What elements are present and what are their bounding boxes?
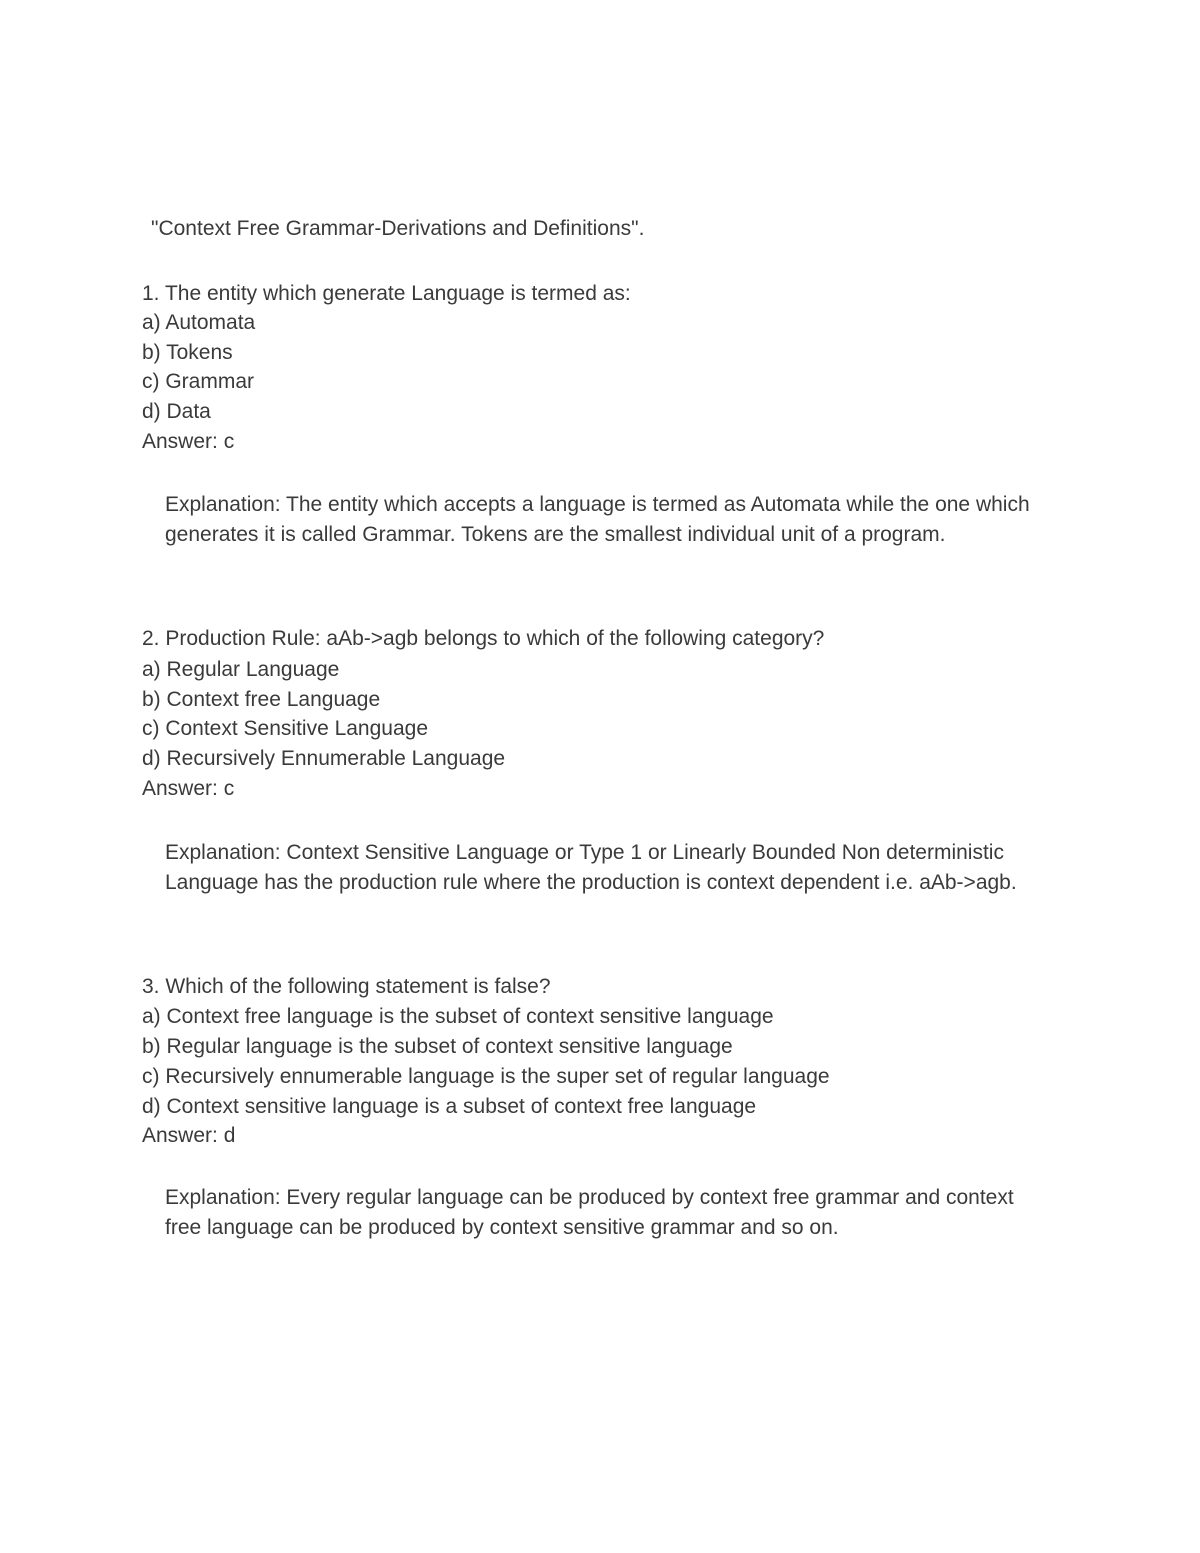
q1-option-b: b) Tokens: [142, 341, 233, 364]
question-3: 3. Which of the following statement is false?: [142, 975, 551, 998]
q2-explanation: Explanation: Context Sensitive Language or Type 1 or Linearly Bounded Non deterministic Language has the production rule where the production is context dependent i.e. aAb->agb.: [165, 841, 1017, 894]
q2-option-d: d) Recursively Ennumerable Language: [142, 747, 506, 770]
q1-option-d: d) Data: [142, 400, 211, 423]
q2-answer: Answer: c: [142, 777, 235, 800]
q3-option-c: c) Recursively ennumerable language is the super set of regular language: [142, 1065, 830, 1088]
document-title: "Context Free Grammar-Derivations and Definitions".: [151, 217, 645, 240]
q1-option-a: a) Automata: [142, 311, 256, 334]
q2-option-a: a) Regular Language: [142, 658, 340, 681]
question-1: 1. The entity which generate Language is termed as:: [142, 282, 631, 305]
q1-option-c: c) Grammar: [142, 370, 254, 393]
q3-option-a: a) Context free language is the subset of context sensitive language: [142, 1005, 774, 1028]
question-2: 2. Production Rule: aAb->agb belongs to which of the following category?: [142, 627, 825, 650]
q2-option-b: b) Context free Language: [142, 688, 381, 711]
q2-option-c: c) Context Sensitive Language: [142, 717, 429, 740]
q3-explanation: Explanation: Every regular language can be produced by context free grammar and context free language can be produced by context sensitive grammar and so on.: [165, 1186, 1014, 1239]
q3-option-b: b) Regular language is the subset of context sensitive language: [142, 1035, 733, 1058]
q1-answer: Answer: c: [142, 430, 235, 453]
q1-explanation: Explanation: The entity which accepts a language is termed as Automata while the one which generates it is called Grammar. Tokens are the smallest individual unit of a program.: [165, 493, 1030, 546]
q3-answer: Answer: d: [142, 1124, 236, 1147]
q3-option-d: d) Context sensitive language is a subset of context free language: [142, 1095, 757, 1118]
